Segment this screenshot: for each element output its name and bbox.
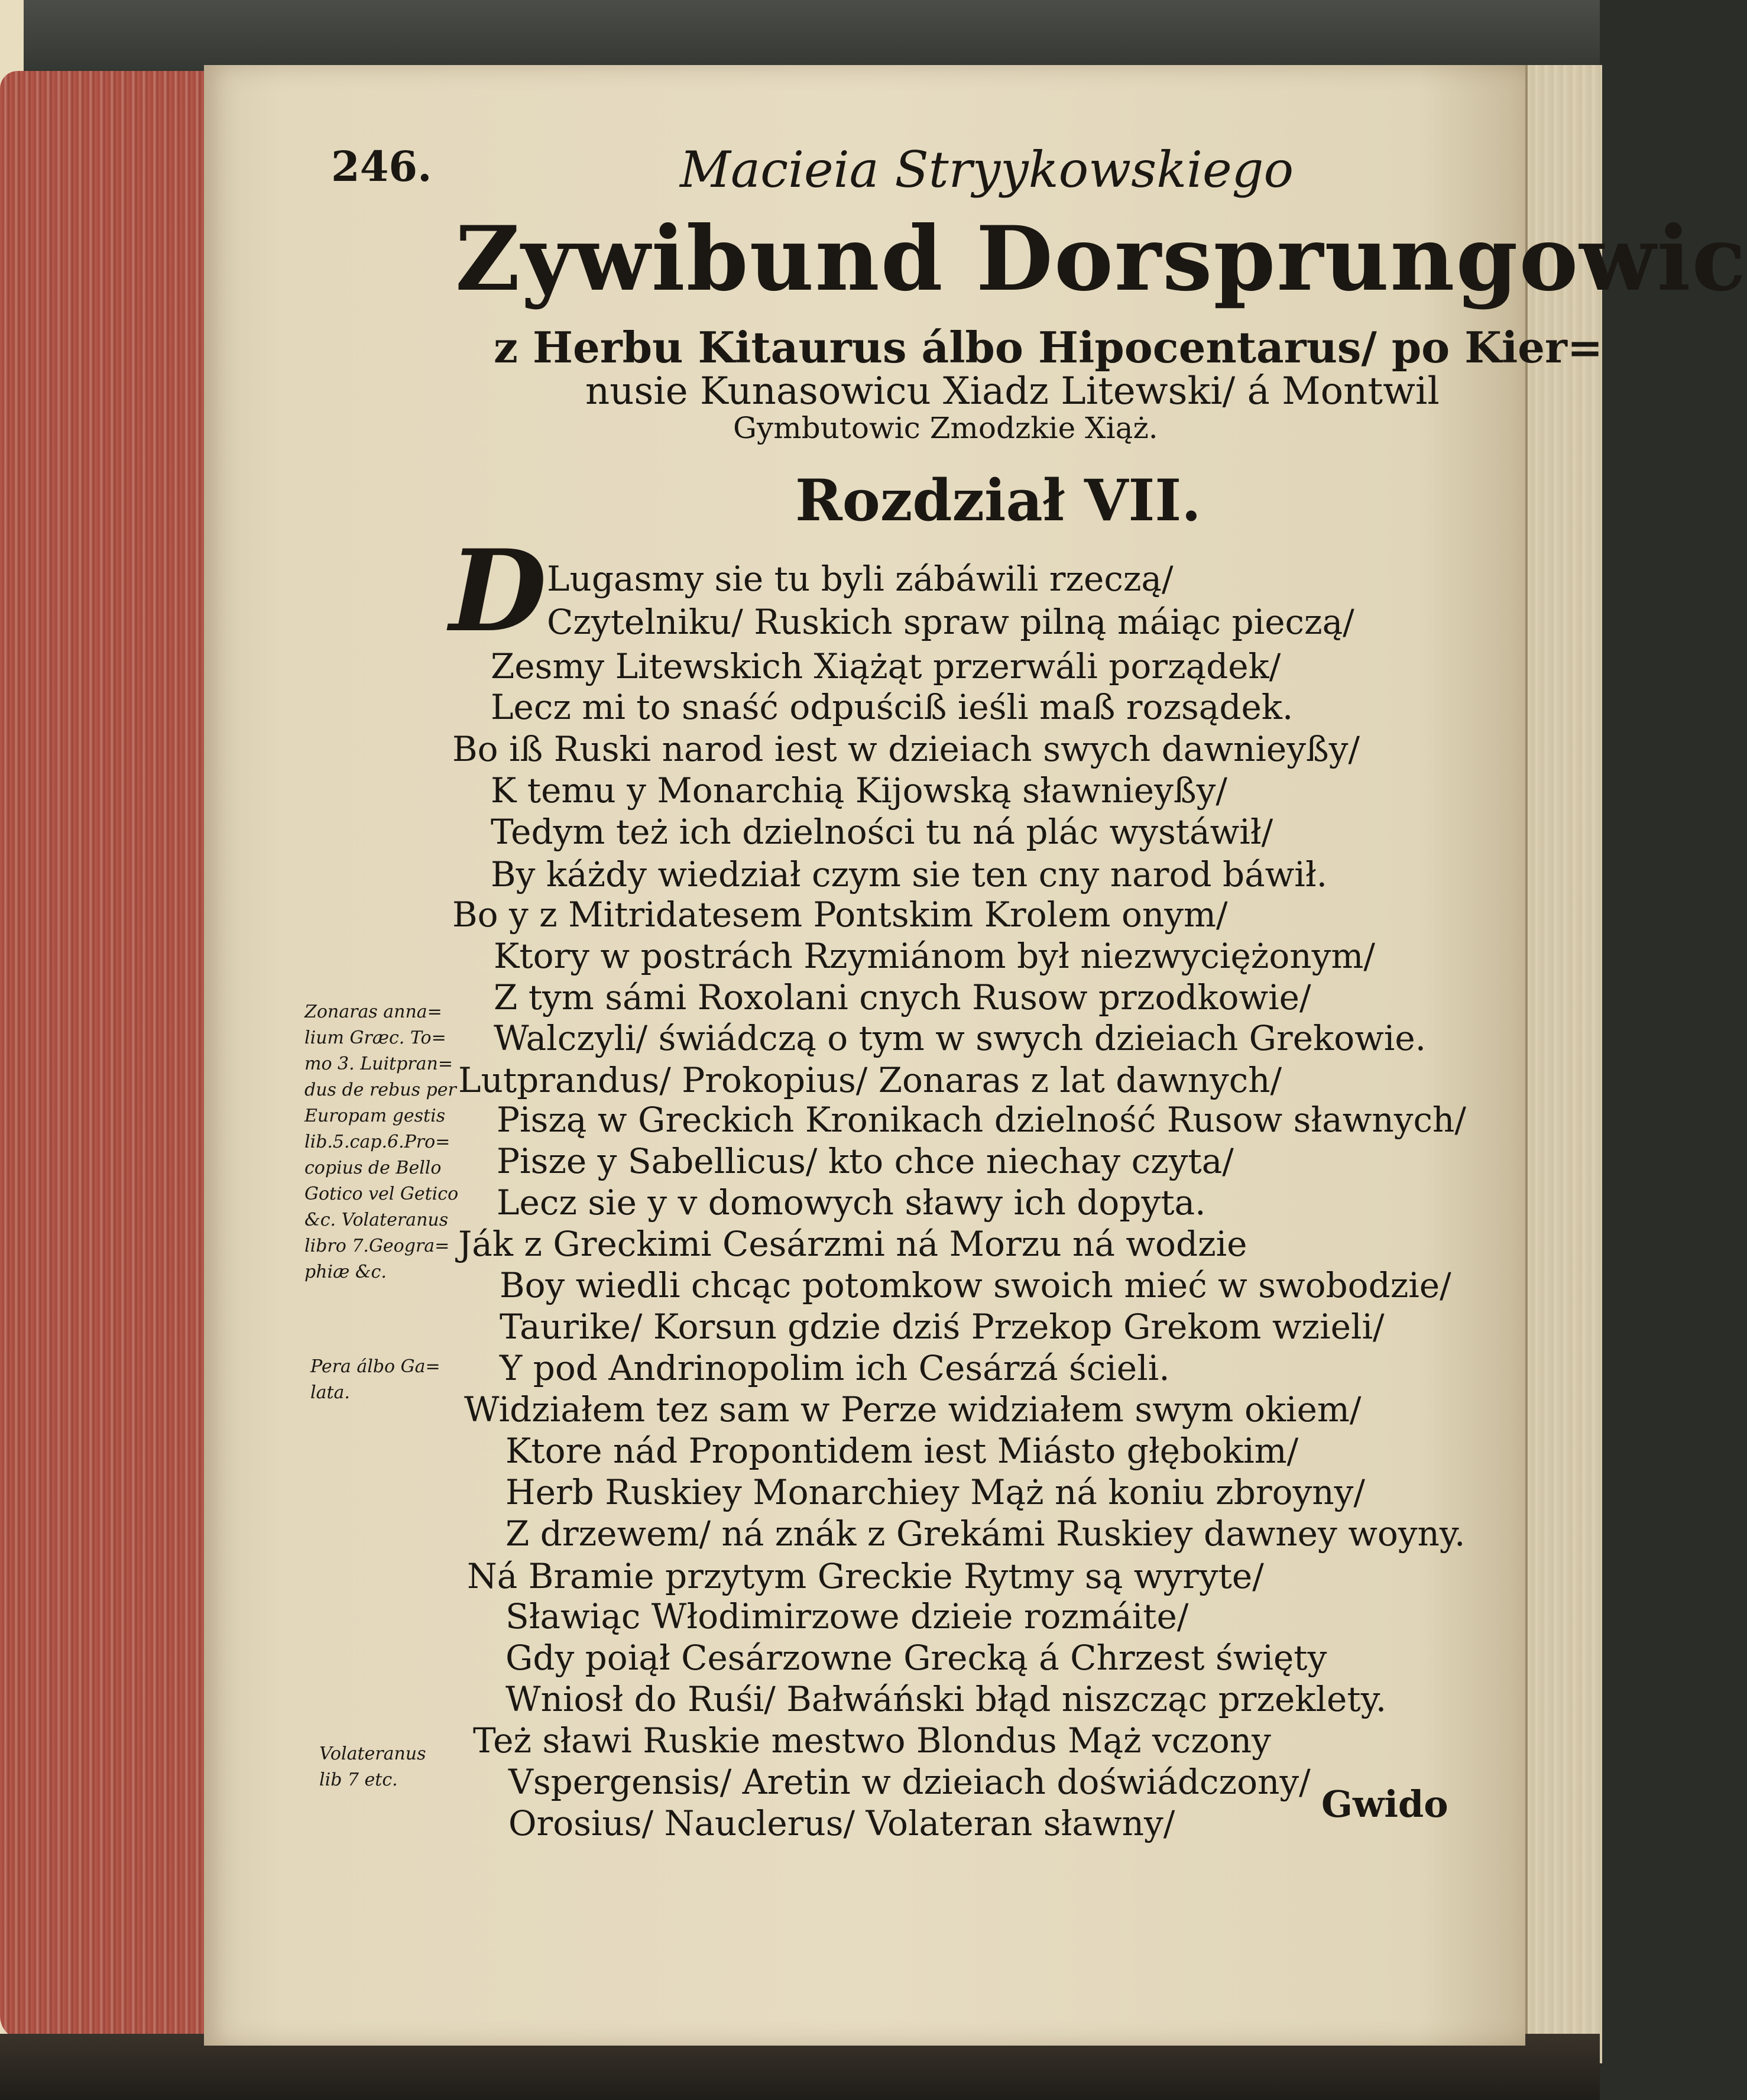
subtitle-line-1: z Herbu Kitaurus álbo Hipocentarus/ po Kier= <box>494 322 1603 372</box>
margin-note <box>310 1354 440 1406</box>
margin-note-line: phiæ &c. <box>304 1262 387 1282</box>
verse-line: Taurike/ Korsun gdzie dziś Przekop Grekom wzieli/ <box>500 1307 1385 1347</box>
verse-line: K temu y Monarchią Kijowską sławnieyßy/ <box>491 770 1227 811</box>
verse-line: Lugasmy sie tu byli zábáwili rzeczą/ <box>547 559 1174 599</box>
margin-note-line: Zonaras anna= <box>304 1002 442 1022</box>
margin-note-line: mo 3. Luitpran= <box>304 1054 453 1074</box>
verse-line: Wniosł do Ruśi/ Bałwáński błąd niszcząc przeklety. <box>505 1679 1387 1719</box>
verse-line: Z drzewem/ ná znák z Grekámi Ruskiey dawney woyny. <box>505 1514 1466 1554</box>
verse-line: Y pod Andrinopolim ich Cesárzá ścieli. <box>500 1348 1170 1388</box>
verse-line: Gdy poiął Cesárzowne Grecką á Chrzest święty <box>505 1638 1327 1678</box>
verse-line: Z tym sámi Roxolani cnych Rusow przodkowie/ <box>494 977 1311 1017</box>
margin-note-line: lib.5.cap.6.Pro= <box>304 1132 450 1152</box>
verse-line: Sławiąc Włodimirzowe dzieie rozmáite/ <box>505 1596 1189 1636</box>
margin-note-line: &c. Volateranus <box>304 1210 449 1230</box>
verse-line: Też sławi Ruskie mestwo Blondus Mąż vczony <box>473 1720 1271 1761</box>
verse-line: Ják z Greckimi Cesárzmi ná Morzu ná wodzie <box>458 1224 1247 1264</box>
drop-cap: D <box>449 525 547 657</box>
subtitle-line-3: Gymbutowic Zmodzkie Xiąż. <box>733 411 1158 445</box>
verse-line: Pisze y Sabellicus/ kto chce niechay czyta/ <box>497 1141 1234 1181</box>
verse-line: Ktore nád Propontidem iest Miásto głębokim/ <box>505 1431 1299 1471</box>
margin-note <box>304 999 458 1285</box>
verse-line: Herb Ruskiey Monarchiey Mąż ná koniu zbroyny/ <box>505 1472 1365 1512</box>
section-title: Zywibund Dorsprungowic <box>455 207 1747 311</box>
margin-note-line: Pera álbo Ga= <box>310 1356 440 1377</box>
verse-line: Ktory w postrách Rzymiánom był niezwyciężonym/ <box>494 936 1375 976</box>
verse-line: By káżdy wiedział czym sie ten cny narod báwił. <box>491 854 1328 895</box>
margin-note-line: lata. <box>310 1382 350 1403</box>
verse-line: Boy wiedli chcąc potomkow swoich mieć w swobodzie/ <box>500 1265 1451 1305</box>
verse-line: Zesmy Litewskich Xiążąt przerwáli porządek/ <box>491 646 1281 686</box>
margin-note-line: libro 7.Geogra= <box>304 1236 450 1256</box>
margin-note-line: Europam gestis <box>304 1106 446 1126</box>
margin-note-line: Gotico vel Getico <box>304 1184 459 1204</box>
verse-line: Walczyli/ świádczą o tym w swych dzieiach Grekowie. <box>494 1018 1427 1058</box>
verse-line: Lecz sie y v domowych sławy ich dopyta. <box>497 1182 1206 1223</box>
verse-line: Vspergensis/ Aretin w dzieiach doświádczony/ <box>508 1762 1311 1802</box>
verse-line: Piszą w Greckich Kronikach dzielność Rusow sławnych/ <box>497 1100 1466 1140</box>
page-number: 246. <box>331 142 432 191</box>
verse-line: Tedym też ich dzielności tu ná plác wystáwił/ <box>491 812 1273 852</box>
verse-line: Bo iß Ruski narod iest w dzieiach swych dawnieyßy/ <box>452 729 1360 769</box>
verse-line: Lecz mi to snaść odpuściß ieśli maß rozsądek. <box>491 687 1294 727</box>
margin-note <box>319 1741 426 1793</box>
margin-note-line: copius de Bello <box>304 1158 442 1178</box>
margin-note-line: lium Græc. To= <box>304 1028 446 1048</box>
running-head: Macieia Stryykowskiego <box>680 141 1294 199</box>
subtitle-line-2: nusie Kunasowicu Xiadz Litewski/ á Montwil <box>585 370 1440 413</box>
verse-line: Ná Bramie przytym Greckie Rytmy są wyryte/ <box>467 1556 1264 1596</box>
verse-line: Lutprandus/ Prokopius/ Zonaras z lat dawnych/ <box>458 1060 1282 1100</box>
verse-line: Czytelniku/ Ruskich spraw pilną máiąc pieczą/ <box>547 602 1354 642</box>
chapter-heading: Rozdział VII. <box>795 467 1201 534</box>
margin-note-line: lib 7 etc. <box>319 1770 398 1790</box>
verse-line: Orosius/ Nauclerus/ Volateran sławny/ <box>508 1803 1175 1843</box>
page-edges-red <box>0 71 208 2040</box>
margin-note-line: Volateranus <box>319 1743 426 1764</box>
verse-line: Bo y z Mitridatesem Pontskim Krolem onym/ <box>452 895 1228 935</box>
catchword: Gwido <box>1321 1783 1448 1826</box>
verse-line: Widziałem tez sam w Perze widziałem swym okiem/ <box>464 1389 1362 1430</box>
margin-note-line: dus de rebus per <box>304 1080 456 1100</box>
